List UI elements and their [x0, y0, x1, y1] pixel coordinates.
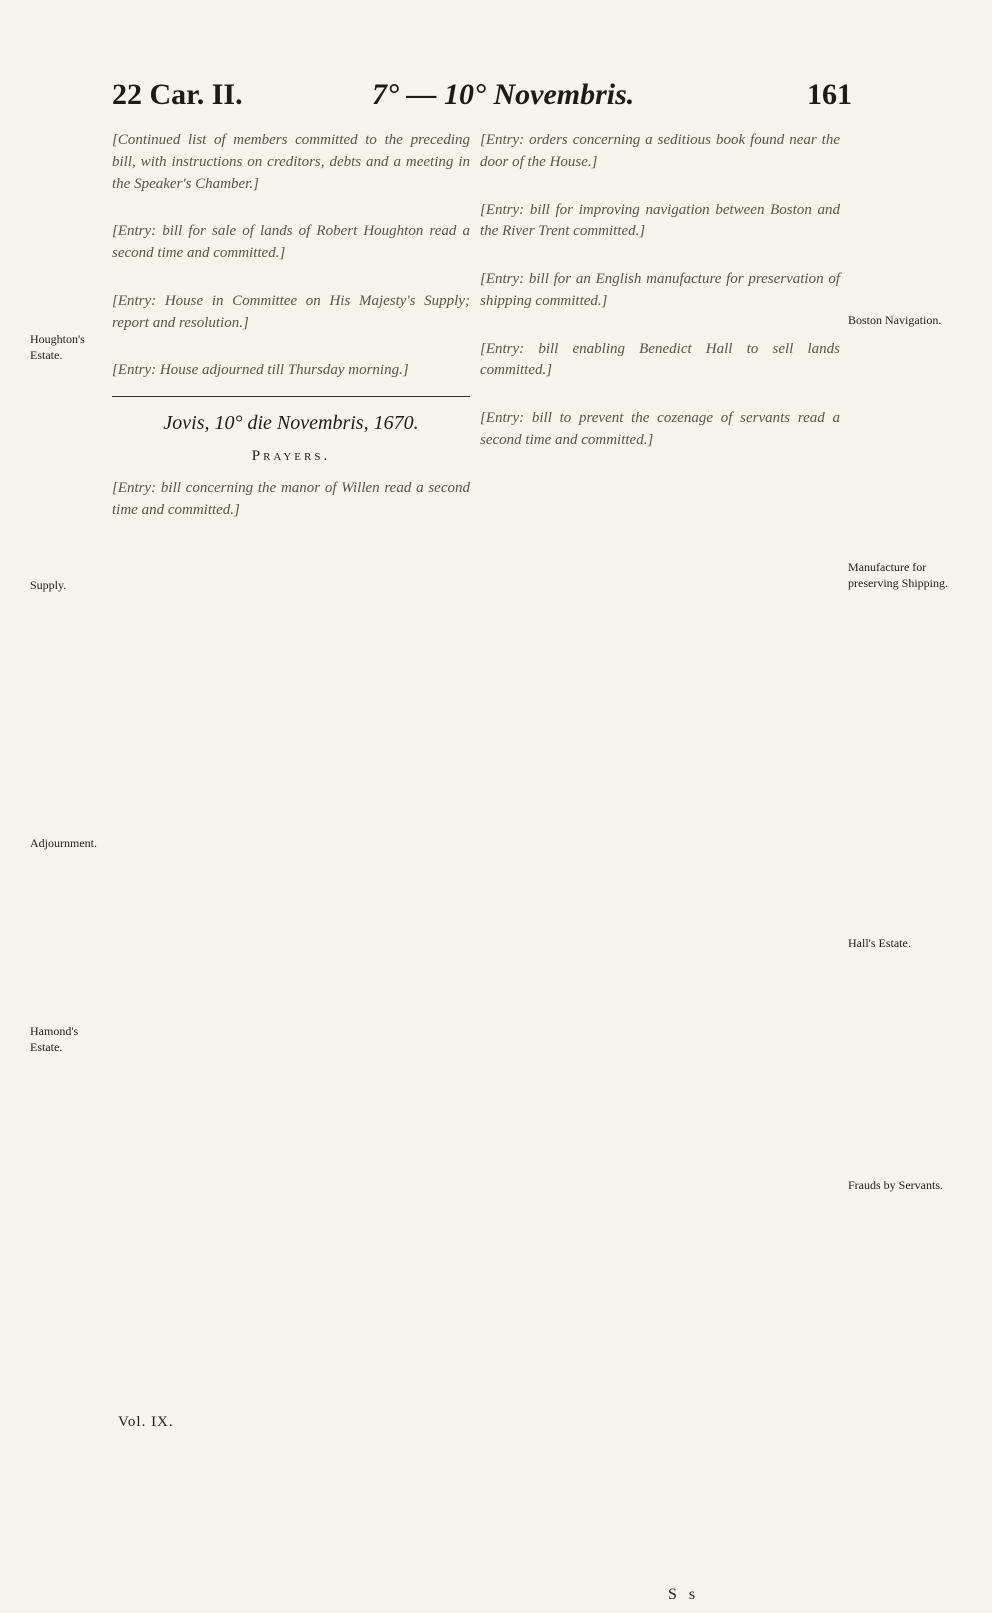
- entry-summary: [Entry: House adjourned till Thursday morning.]: [112, 362, 409, 379]
- entry-summary: [Entry: bill to prevent the cozenage of servants read a second time and committed.]: [480, 410, 840, 448]
- volume-label: Vol. IX.: [118, 1414, 174, 1430]
- margin-note-boston: Boston Navigation.: [848, 313, 942, 327]
- page-number: 161: [807, 78, 852, 111]
- date-range: 7° — 10° Novembris.: [372, 78, 635, 111]
- entry-summary: [Entry: House in Committee on His Majesty's Supply; report and resolution.]: [112, 292, 470, 331]
- margin-note-houghton: Houghton's Estate.: [30, 332, 85, 362]
- margin-note-hall: Hall's Estate.: [848, 936, 911, 950]
- entry-summary: [Entry: bill for improving navigation between Boston and the River Trent committed.]: [480, 201, 840, 240]
- signature-mark: S s: [668, 1586, 700, 1603]
- day-heading: Jovis, 10° die Novembris, 1670.: [163, 412, 419, 434]
- margin-note-hamond: Hamond's Estate.: [30, 1024, 79, 1054]
- margin-note-supply: Supply.: [30, 578, 67, 592]
- reign-title: 22 Car. II.: [112, 78, 243, 111]
- entry-summary: [Entry: orders concerning a seditious book found near the door of the House.]: [480, 132, 840, 170]
- left-column: [112, 130, 470, 533]
- margin-note-adjournment: Adjournment.: [30, 836, 97, 850]
- margin-note-frauds: Frauds by Servants.: [848, 1178, 943, 1192]
- right-column: [480, 130, 840, 464]
- entry-summary: [Entry: bill for sale of lands of Robert Houghton read a second time and committed.]: [112, 223, 470, 261]
- entry-summary: [Entry: bill for an English manufacture for preservation of shipping committed.]: [480, 271, 840, 309]
- prayers-heading: Prayers.: [251, 448, 331, 464]
- entry-summary: [Entry: bill enabling Benedict Hall to sell lands committed.]: [480, 340, 840, 379]
- entry-summary: [Entry: bill concerning the manor of Willen read a second time and committed.]: [112, 479, 470, 518]
- section-rule: [112, 396, 470, 397]
- running-header: [112, 78, 852, 118]
- margin-note-manufacture: Manufacture for preserving Shipping.: [848, 560, 948, 590]
- entry-summary: [Continued list of members committed to the preceding bill, with instructions on creditors, debts and a meeting in the Speaker's Chamber.]: [112, 132, 470, 192]
